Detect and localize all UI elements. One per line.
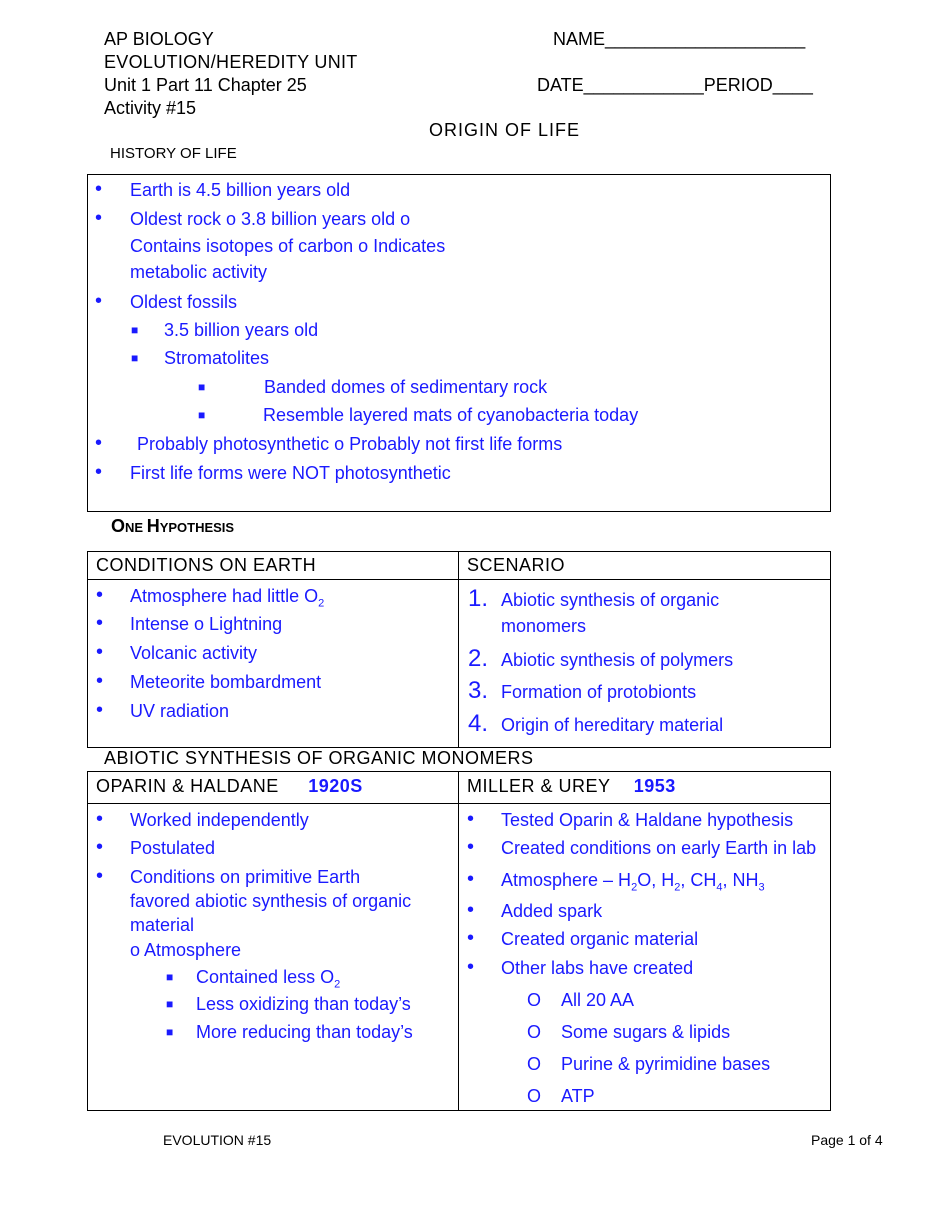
circle-bullet-icon: O — [527, 1086, 542, 1106]
bullet-icon: • — [96, 808, 104, 830]
oparin-haldane-header: OPARIN & HALDANE 1920S — [96, 776, 363, 796]
page-title: ORIGIN OF LIFE — [429, 120, 581, 140]
square-bullet-icon: ■ — [166, 1025, 174, 1039]
bullet-icon: • — [96, 641, 104, 663]
miller-urey-header: MILLER & UREY 1953 — [467, 776, 676, 796]
square-bullet-icon: ■ — [166, 970, 174, 984]
bullet-icon: • — [467, 956, 475, 978]
header-chapter: Unit 1 Part 11 Chapter 25 — [104, 75, 307, 95]
name-field[interactable]: NAME____________________ — [553, 29, 806, 49]
bullet-icon: • — [95, 207, 103, 229]
square-bullet-icon: ■ — [166, 997, 174, 1011]
square-bullet-icon: ■ — [198, 408, 206, 422]
header-unit: EVOLUTION/HEREDITY UNIT — [104, 52, 358, 72]
bullet-icon: • — [467, 836, 475, 858]
abiotic-heading: ABIOTIC SYNTHESIS OF ORGANIC MONOMERS — [104, 748, 534, 768]
bullet-icon: • — [95, 461, 103, 483]
date-period-field[interactable]: DATE____________PERIOD____ — [537, 75, 813, 95]
history-heading: HISTORY OF LIFE — [110, 145, 237, 162]
square-bullet-icon: ■ — [131, 351, 139, 365]
circle-bullet-icon: O — [527, 990, 542, 1010]
square-bullet-icon: ■ — [131, 323, 139, 337]
footer-page-number: Page 1 of 4 — [811, 1132, 883, 1148]
bullet-icon: • — [96, 670, 104, 692]
footer-left: EVOLUTION #15 — [163, 1132, 272, 1148]
bullet-icon: • — [95, 432, 103, 454]
scenario-header: SCENARIO — [467, 555, 566, 575]
bullet-icon: • — [96, 612, 104, 634]
bullet-icon: • — [96, 699, 104, 721]
bullet-icon: • — [467, 899, 475, 921]
circle-bullet-icon: O — [527, 1022, 542, 1042]
bullet-icon: • — [467, 868, 475, 890]
bullet-icon: • — [96, 865, 104, 887]
header-course: AP BIOLOGY — [104, 29, 214, 49]
bullet-icon: • — [95, 178, 103, 200]
bullet-icon: • — [467, 808, 475, 830]
header-activity: Activity #15 — [104, 98, 197, 118]
bullet-icon: • — [96, 836, 104, 858]
circle-bullet-icon: O — [527, 1054, 542, 1074]
square-bullet-icon: ■ — [198, 380, 206, 394]
bullet-icon: • — [96, 584, 104, 606]
conditions-header: CONDITIONS ON EARTH — [96, 555, 317, 575]
bullet-icon: • — [95, 290, 103, 312]
bullet-icon: • — [467, 927, 475, 949]
hypothesis-heading: ONE HYPOTHESIS — [111, 516, 235, 536]
